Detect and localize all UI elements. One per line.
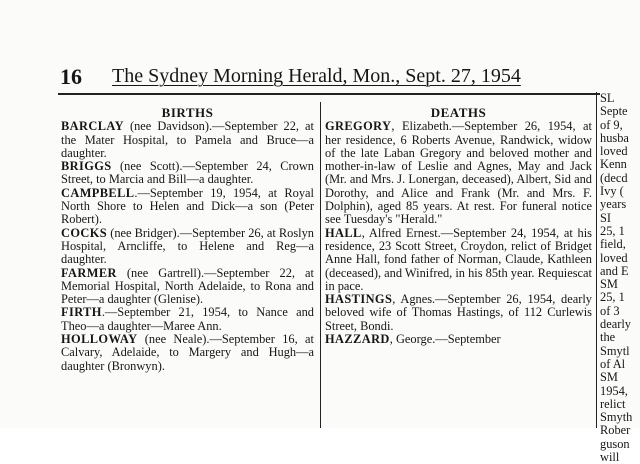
column-divider [320,102,321,428]
column-fragment-line: of 3 [600,303,620,318]
masthead [56,62,596,92]
notice-text: .—September 21, 1954, to Nance and Theo—a daughter—Maree Ann. [61,305,314,333]
notice-surname: FARMER [61,265,117,280]
adjacent-column-fragment [600,91,640,464]
notice-text: , Alfred Ernest.—September 24, 1954, at his residence, 23 Scott Street, Croydon, relict of Bridget Anne Hall, fond father of Norman, Claude, Kathleen (deceased), and Winifred, in his 85th year. Requiescat in pace. [325,225,592,293]
deaths-heading: DEATHS [430,105,487,120]
notice-text: (nee Davidson).—September 22, at the Mater Hospital, to Pamela and Bruce—a daughter. [61,119,314,160]
notice-text: .—September 19, 1954, at Royal North Shore to Helen and Dick—a son (Peter Robert). [61,185,314,227]
birth-notice [61,160,314,187]
column-fragment-line: loved [600,144,628,159]
notice-surname: BARCLAY [61,119,124,134]
column-fragment-line: Septe [600,104,628,119]
column-divider [596,92,597,428]
column-fragment-line: loved [600,250,628,265]
births-column [61,106,314,428]
birth-notice [61,187,314,227]
deaths-column [325,106,592,428]
notice-surname: CAMPBELL [61,185,135,200]
column-fragment-line: Kenn [600,157,627,172]
column-fragment-line: SL [600,91,615,105]
notice-surname: HOLLOWAY [61,332,138,347]
birth-notice [61,333,314,373]
death-notice [325,293,592,333]
death-notice [325,120,592,226]
column-fragment-line: SM [600,370,618,385]
page-number: 16 [60,64,82,89]
column-fragment-line: 25, 1 [600,223,625,238]
notice-surname: HALL [325,225,362,240]
column-fragment-line: Rober [600,423,631,438]
notice-text: (nee Neale).—September 16, at Calvary, Adelaide, to Margery and Hugh—a daughter (Bronwyn). [61,332,314,373]
death-notice [325,333,592,346]
notice-text: , Agnes.—September 26, 1954, dearly beloved wife of Thomas Hastings, of 112 Curlewis Street, Bondi. [325,292,592,333]
notice-surname: COCKS [61,225,108,240]
column-fragment-line: dearly [600,317,631,332]
birth-notice [61,120,314,160]
column-fragment-line: Smytl [600,343,630,358]
column-fragment-line: of Al [600,356,626,371]
notice-surname: GREGORY [325,119,392,134]
notice-surname: HASTINGS [325,292,393,307]
birth-notice [61,267,314,307]
notice-text: (nee Scott).—September 24, Crown Street, to Marcia and Bill—a daughter. [61,159,314,187]
notice-surname: HAZZARD [325,332,390,347]
notice-text: (nee Bridger).—September 26, at Roslyn Hospital, Arncliffe, to Helene and Reg—a daughter. [61,225,314,267]
notice-text: (nee Gartrell).—September 22, at Memorial Hospital, North Adelaide, to Rona and Peter—a daughter (Glenise). [61,265,314,307]
column-fragment-line: SI [600,210,612,225]
notice-text: , George.—September [389,332,501,347]
notice-surname: FIRTH [61,305,102,320]
notice-surname: BRIGGS [61,159,112,174]
column-fragment-line: will [600,450,620,464]
column-fragment-line: Ivy ( [600,184,624,199]
column-fragment-line: years [600,197,627,212]
column-fragment-line: the [600,330,616,345]
column-fragment-line: relict [600,396,626,411]
birth-notice [61,306,314,333]
column-fragment-line: and E [600,263,629,278]
birth-notice [61,227,314,267]
column-fragment-line: (decd [600,170,628,185]
death-notice [325,227,592,293]
births-heading: BIRTHS [161,105,214,120]
masthead-title: The Sydney Morning Herald, Mon., Sept. 27, 1954 [112,65,521,87]
column-fragment-line: 1954, [600,383,628,398]
column-fragment-line: husba [600,130,629,145]
notice-text: , Elizabeth.—September 26, 1954, at her residence, 6 Roberts Avenue, Randwick, widow of the late Laban Gregory and beloved mother and mother-in-law of Leslie and Agnes, May and Jack (Mr. and Mrs. J. Lonergan, deceased), Albert, Sid and Dorothy, and Alice and Frank (Mr. and Mrs. F. Dolphin), aged 85 years. At rest. For funeral notice see Tuesday's "Herald." [325,119,592,227]
column-fragment-line: guson [600,436,630,451]
masthead-rule [58,93,600,95]
column-fragment-line: Smyth [600,410,633,425]
column-fragment-line: SM [600,277,618,292]
column-fragment-line: 25, 1 [600,290,625,305]
column-fragment-line: of 9, [600,117,623,132]
column-fragment-line: field, [600,237,626,252]
